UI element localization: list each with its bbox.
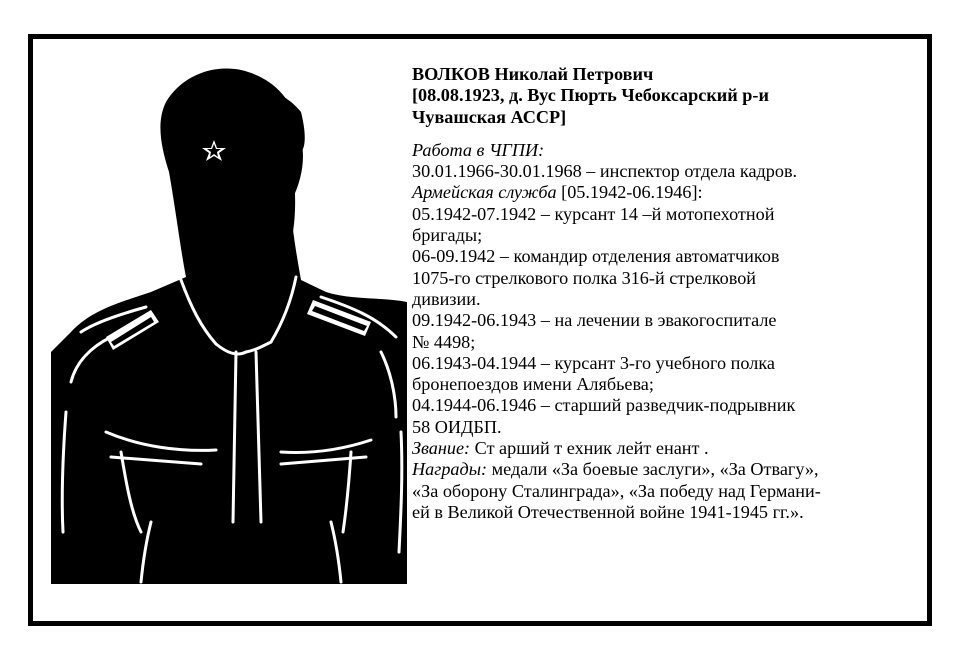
awards-heading: Награды: xyxy=(412,459,488,480)
rank-line xyxy=(412,438,907,459)
person-name: ВОЛКОВ Николай Петрович xyxy=(412,64,654,84)
awards-text-1: медали «За боевые заслуги», «За Отвагу», xyxy=(487,459,819,480)
army-heading-line xyxy=(412,182,907,203)
rank-heading: Звание: xyxy=(412,438,471,459)
army-line: 09.1942-06.1943 – на лечении в эвакогоспитале xyxy=(412,310,777,331)
awards-line-1 xyxy=(412,459,907,480)
awards-line-3: ей в Великой Отечественной войне 1941-1945 гг.». xyxy=(412,501,804,522)
awards-line-2: «За оборону Сталинграда», «За победу над Германи- xyxy=(412,480,821,501)
army-line: 06-09.1942 – командир отделения автоматчиков xyxy=(412,246,780,267)
birth-info-line-2: Чувашская АССР] xyxy=(412,106,567,127)
army-line: 06.1943-04.1944 – курсант 3-го учебного полка xyxy=(412,352,775,373)
birth-info-line-1: [08.08.1923, д. Вус Пюрть Чебоксарский р-и xyxy=(412,85,769,106)
army-line: дивизии. xyxy=(412,288,481,309)
army-period: [05.1942-06.1946]: xyxy=(556,182,703,203)
biography-text xyxy=(412,64,907,523)
work-entry: 30.01.1966-30.01.1968 – инспектор отдела кадров. xyxy=(412,161,798,182)
army-line: 1075-го стрелкового полка 316-й стрелковой xyxy=(412,267,757,288)
army-heading: Армейская служба xyxy=(412,182,557,203)
army-line: бронепоездов имени Алябьева; xyxy=(412,374,654,395)
soldier-silhouette-icon xyxy=(51,52,407,584)
army-line: 05.1942-07.1942 – курсант 14 –й мотопехотной xyxy=(412,203,775,224)
work-heading: Работа в ЧГПИ: xyxy=(412,139,545,160)
army-line: 58 ОИДБП. xyxy=(412,416,502,437)
rank-value: Ст арший т ехник лейт енант . xyxy=(470,438,709,459)
army-line: 04.1944-06.1946 – старший разведчик-подрывник xyxy=(412,395,796,416)
army-line: № 4498; xyxy=(412,331,476,352)
army-line: бригады; xyxy=(412,225,483,246)
